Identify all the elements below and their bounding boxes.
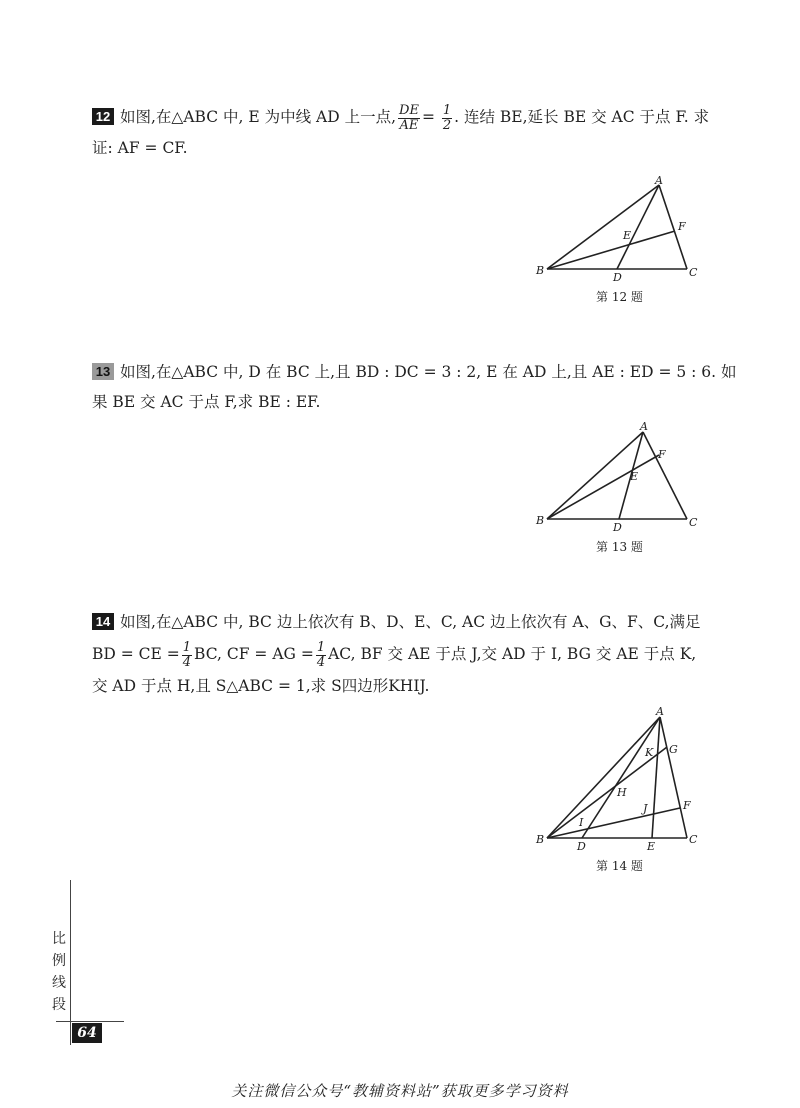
problem-12-line-2: 证: AF = CF. (92, 138, 188, 157)
label-d: D (613, 521, 622, 534)
page-number: 64 (72, 1023, 102, 1043)
label-a: A (655, 175, 663, 187)
segment-ab (547, 185, 659, 269)
problem-13-line-1: 13 如图,在△ABC 中, D 在 BC 上,且 BD : DC = 3 : 2, E 在 AD 上,且 AE : ED = 5 : 6. 如 (92, 357, 702, 387)
label-d: D (613, 271, 622, 284)
label-d: D (577, 840, 586, 853)
segment-bf (547, 231, 675, 269)
footer-note: 关注微信公众号“教辅资料站”获取更多学习资料 (231, 1082, 569, 1100)
segment-ac (643, 432, 687, 519)
label-b: B (536, 264, 545, 277)
segment-ab (547, 432, 643, 519)
segment-ab (547, 717, 660, 838)
segment-ad (617, 185, 659, 269)
label-i: I (579, 816, 584, 829)
label-f: F (678, 220, 686, 233)
figure-12 (535, 175, 705, 285)
figure-13 (535, 420, 705, 535)
caption-14: 第 14 题 (596, 859, 643, 873)
problem-12 (92, 102, 710, 163)
caption-12: 第 12 题 (596, 290, 643, 304)
fraction-one-half: $\frac{1}{2}$ (442, 102, 452, 133)
problem-14 (92, 607, 702, 701)
caption-13: 第 13 题 (596, 540, 643, 554)
label-e: E (647, 840, 656, 853)
label-c: C (689, 516, 698, 529)
problem-14-line-1: 14 如图,在△ABC 中, BC 边上依次有 B、D、E、C, AC 边上依次有 A、G、F、C,满足 (92, 607, 702, 637)
label-a: A (656, 705, 664, 718)
problem-14-line-2: BD = CE = $\frac{1}{4}$ BC, CF = AG = $\frac{1}{4}$ AC, BF 交 AE 于点 J,交 AD 于 I, BG 交 AE 于点 K, (92, 639, 697, 670)
problem-13 (92, 357, 737, 417)
bottom-rule (56, 1021, 124, 1022)
problem-number: 14 (92, 613, 114, 630)
chapter-title: 比 例 线 段 (52, 931, 66, 1013)
segment-bf (547, 455, 659, 519)
problem-number: 13 (92, 363, 114, 380)
label-k: K (645, 746, 654, 759)
problem-number: 12 (92, 108, 114, 125)
label-f: F (658, 448, 666, 461)
label-e: E (623, 229, 632, 242)
label-a: A (640, 420, 648, 433)
label-f: F (683, 799, 691, 812)
label-g: G (669, 743, 678, 756)
label-b: B (536, 833, 545, 846)
problem-12-line-1: 12 如图,在△ABC 中, E 为中线 AD 上一点, $\frac{DE}{AE}$ = $\frac{1}{2}$ . 连结 BE,延长 BE 交 AC 于点 F. 求 (92, 102, 702, 133)
problem-13-line-2: 果 BE 交 AC 于点 F,求 BE : EF. (92, 393, 321, 411)
label-b: B (536, 514, 545, 527)
label-e: E (630, 470, 639, 483)
segment-ae (652, 717, 660, 838)
fraction-one-quarter-2: $\frac{1}{4}$ (316, 639, 326, 670)
fraction-de-ae: $\frac{DE}{AE}$ (399, 102, 419, 133)
segment-ac (660, 717, 687, 838)
problem-14-line-3: 交 AD 于点 H,且 S△ABC = 1,求 S四边形KHIJ. (92, 677, 430, 695)
label-h: H (617, 786, 627, 799)
figure-14 (535, 705, 705, 855)
label-c: C (689, 266, 698, 279)
segment-ad (582, 717, 660, 838)
label-j: J (643, 802, 648, 815)
fraction-one-quarter: $\frac{1}{4}$ (182, 639, 192, 670)
label-c: C (689, 833, 698, 846)
